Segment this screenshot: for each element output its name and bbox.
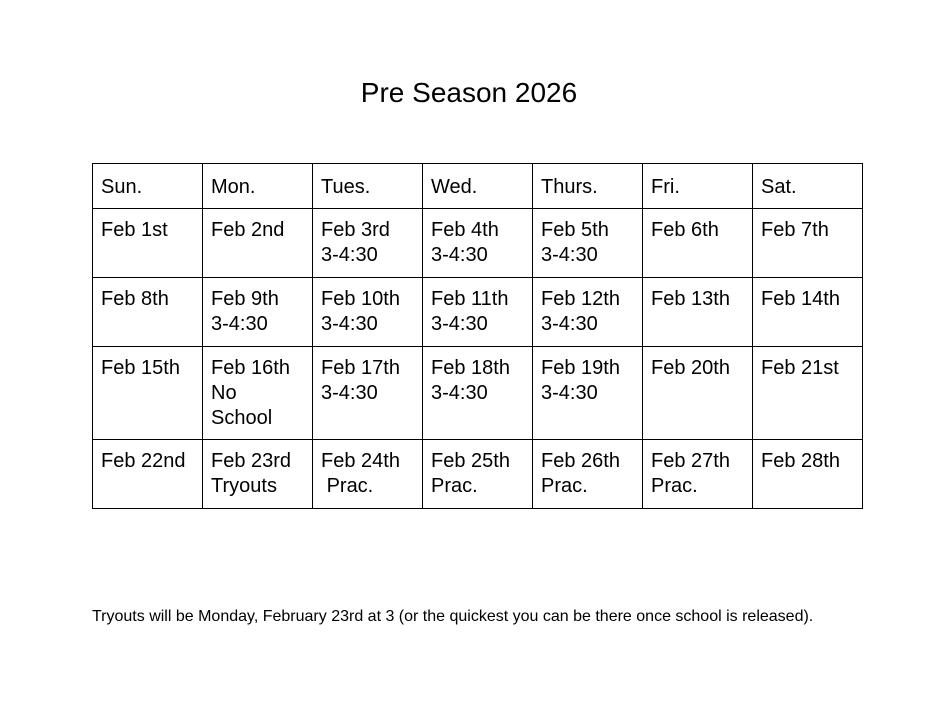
day-cell: Feb 20th <box>643 347 753 440</box>
header-mon: Mon. <box>203 164 313 209</box>
day-cell: Feb 15th <box>93 347 203 440</box>
day-cell: Feb 3rd 3-4:30 <box>313 209 423 278</box>
day-cell: Feb 26th Prac. <box>533 440 643 509</box>
schedule-calendar <box>92 163 863 509</box>
header-tue: Tues. <box>313 164 423 209</box>
week-row <box>93 347 863 440</box>
week-row <box>93 440 863 509</box>
week-row <box>93 209 863 278</box>
day-cell: Feb 4th 3-4:30 <box>423 209 533 278</box>
day-cell: Feb 17th 3-4:30 <box>313 347 423 440</box>
day-cell: Feb 21st <box>753 347 863 440</box>
day-cell: Feb 25th Prac. <box>423 440 533 509</box>
week-row <box>93 278 863 347</box>
day-cell: Feb 5th 3-4:30 <box>533 209 643 278</box>
day-cell: Feb 10th 3-4:30 <box>313 278 423 347</box>
day-cell: Feb 24th Prac. <box>313 440 423 509</box>
day-cell: Feb 14th <box>753 278 863 347</box>
day-cell: Feb 23rd Tryouts <box>203 440 313 509</box>
weekday-header-row <box>93 164 863 209</box>
header-thu: Thurs. <box>533 164 643 209</box>
day-cell: Feb 22nd <box>93 440 203 509</box>
header-fri: Fri. <box>643 164 753 209</box>
day-cell: Feb 16th No School <box>203 347 313 440</box>
header-sat: Sat. <box>753 164 863 209</box>
day-cell: Feb 1st <box>93 209 203 278</box>
day-cell: Feb 8th <box>93 278 203 347</box>
day-cell: Feb 19th 3-4:30 <box>533 347 643 440</box>
day-cell: Feb 6th <box>643 209 753 278</box>
day-cell: Feb 27th Prac. <box>643 440 753 509</box>
day-cell: Feb 2nd <box>203 209 313 278</box>
day-cell: Feb 11th 3-4:30 <box>423 278 533 347</box>
day-cell: Feb 13th <box>643 278 753 347</box>
day-cell: Feb 28th <box>753 440 863 509</box>
page-title: Pre Season 2026 <box>360 77 578 108</box>
day-cell: Feb 18th 3-4:30 <box>423 347 533 440</box>
day-cell: Feb 9th 3-4:30 <box>203 278 313 347</box>
header-wed: Wed. <box>423 164 533 209</box>
day-cell: Feb 12th 3-4:30 <box>533 278 643 347</box>
day-cell: Feb 7th <box>753 209 863 278</box>
header-sun: Sun. <box>93 164 203 209</box>
tryouts-note: Tryouts will be Monday, February 23rd at 3 (or the quickest you can be there once school is released). <box>92 608 814 625</box>
